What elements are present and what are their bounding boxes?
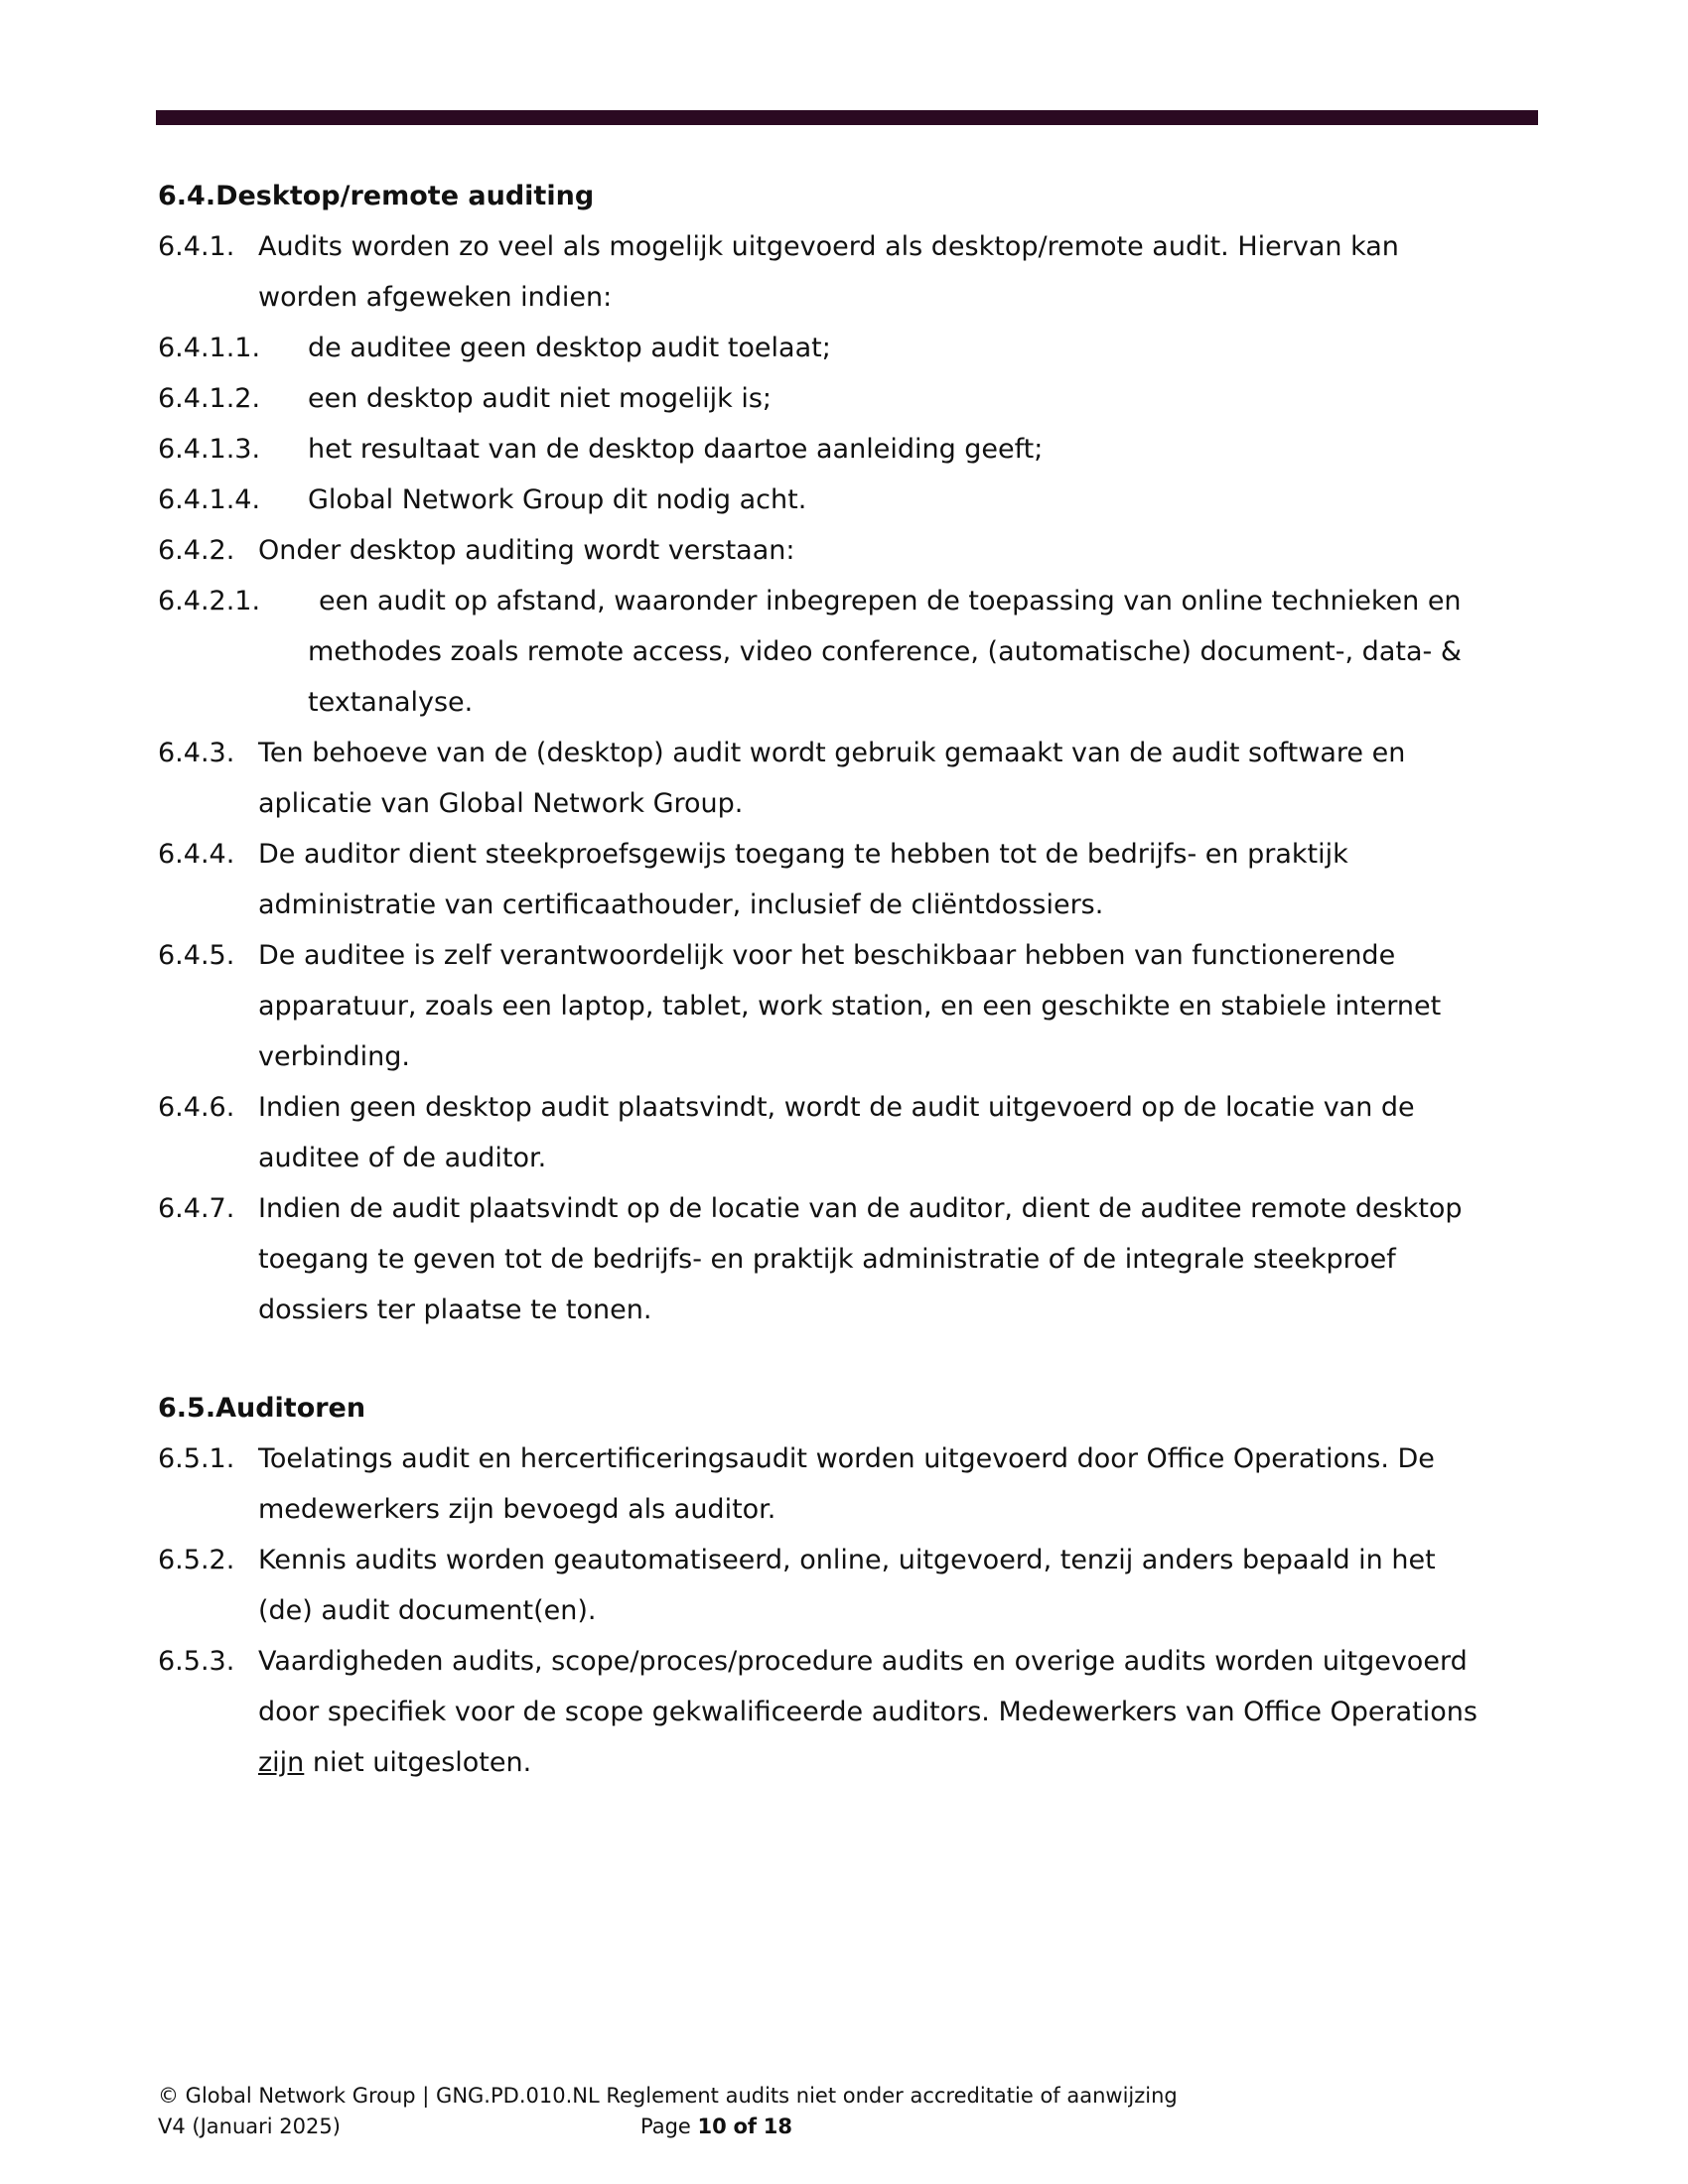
list-item xyxy=(158,1183,1548,1234)
item-number: 6.4.1. xyxy=(158,231,235,262)
item-text: administratie van certificaathouder, inclusief de cliëntdossiers. xyxy=(258,889,1104,920)
list-item xyxy=(158,221,1548,272)
list-item xyxy=(158,829,1548,880)
item-number: 6.5.2. xyxy=(158,1545,235,1575)
section-heading-6-5: 6.5.Auditoren xyxy=(158,1393,366,1424)
item-text: Ten behoeve van de (desktop) audit wordt gebruik gemaakt van de audit software en xyxy=(258,738,1406,768)
item-text: Toelatings audit en hercertificeringsaudit worden uitgevoerd door Office Operations. De xyxy=(258,1443,1435,1474)
item-number: 6.4.1.1. xyxy=(158,333,261,363)
underlined-word: zijn xyxy=(258,1747,305,1778)
item-number: 6.5.3. xyxy=(158,1646,235,1677)
item-text: dossiers ter plaatse te tonen. xyxy=(258,1295,652,1325)
item-text: Onder desktop auditing wordt verstaan: xyxy=(258,535,795,566)
item-number: 6.4.5. xyxy=(158,940,235,971)
item-text: worden afgeweken indien: xyxy=(258,282,613,313)
list-item xyxy=(158,323,1548,373)
page-footer xyxy=(158,2081,1449,2142)
item-text: textanalyse. xyxy=(308,687,474,718)
item-number: 6.4.1.2. xyxy=(158,383,261,414)
page-number: Page 10 of 18 xyxy=(640,2115,792,2138)
item-text: De auditee is zelf verantwoordelijk voor het beschikbaar hebben van functionerende xyxy=(258,940,1396,971)
list-item xyxy=(158,930,1548,981)
item-text: verbinding. xyxy=(258,1041,410,1072)
item-text: Global Network Group dit nodig acht. xyxy=(308,484,807,515)
item-text: het resultaat van de desktop daartoe aanleiding geeft; xyxy=(308,434,1044,465)
list-item xyxy=(158,1636,1548,1687)
list-item xyxy=(158,373,1548,424)
item-text: Indien geen desktop audit plaatsvindt, wordt de audit uitgevoerd op de locatie van de xyxy=(258,1092,1415,1123)
document-body xyxy=(158,171,1548,1788)
item-text: een audit op afstand, waaronder inbegrepen de toepassing van online technieken en xyxy=(319,586,1462,616)
item-text: Kennis audits worden geautomatiseerd, online, uitgevoerd, tenzij anders bepaald in het xyxy=(258,1545,1436,1575)
footer-version: V4 (Januari 2025) xyxy=(158,2115,341,2138)
item-number: 6.5.1. xyxy=(158,1443,235,1474)
item-text: aplicatie van Global Network Group. xyxy=(258,788,744,819)
item-text: de auditee geen desktop audit toelaat; xyxy=(308,333,831,363)
item-number: 6.4.1.4. xyxy=(158,484,261,515)
item-text: medewerkers zijn bevoegd als auditor. xyxy=(258,1494,776,1525)
list-item xyxy=(158,525,1548,576)
list-item xyxy=(158,475,1548,525)
list-item xyxy=(158,1082,1548,1133)
item-text: toegang te geven tot de bedrijfs- en praktijk administratie of de integrale steekproef xyxy=(258,1244,1396,1275)
list-item xyxy=(158,1433,1548,1484)
item-number: 6.4.7. xyxy=(158,1193,235,1224)
list-item xyxy=(158,728,1548,778)
list-item xyxy=(158,424,1548,475)
item-number: 6.4.4. xyxy=(158,839,235,870)
footer-copyright: © Global Network Group | GNG.PD.010.NL Reglement audits niet onder accreditatie of aanwijzing xyxy=(158,2084,1178,2108)
section-heading-6-4: 6.4.Desktop/remote auditing xyxy=(158,181,595,211)
list-item xyxy=(158,1535,1548,1585)
item-text: apparatuur, zoals een laptop, tablet, work station, en een geschikte en stabiele internet xyxy=(258,991,1442,1022)
item-text: zijn niet uitgesloten. xyxy=(258,1747,532,1778)
item-text: De auditor dient steekproefsgewijs toegang te hebben tot de bedrijfs- en praktijk xyxy=(258,839,1348,870)
item-number: 6.4.2.1. xyxy=(158,586,261,616)
item-number: 6.4.6. xyxy=(158,1092,235,1123)
item-text: door specifiek voor de scope gekwalificeerde auditors. Medewerkers van Office Operations xyxy=(258,1697,1477,1727)
list-item xyxy=(158,576,1548,626)
item-number: 6.4.3. xyxy=(158,738,235,768)
item-number: 6.4.1.3. xyxy=(158,434,261,465)
item-text: Indien de audit plaatsvindt op de locatie van de auditor, dient de auditee remote desktop xyxy=(258,1193,1463,1224)
item-number: 6.4.2. xyxy=(158,535,235,566)
item-text: auditee of de auditor. xyxy=(258,1143,547,1173)
item-text: methodes zoals remote access, video conference, (automatische) document-, data- & xyxy=(308,636,1462,667)
item-text: een desktop audit niet mogelijk is; xyxy=(308,383,773,414)
header-rule xyxy=(156,110,1538,125)
item-text: Vaardigheden audits, scope/proces/procedure audits en overige audits worden uitgevoerd xyxy=(258,1646,1468,1677)
item-text: Audits worden zo veel als mogelijk uitgevoerd als desktop/remote audit. Hiervan kan xyxy=(258,231,1399,262)
item-text: (de) audit document(en). xyxy=(258,1595,597,1626)
